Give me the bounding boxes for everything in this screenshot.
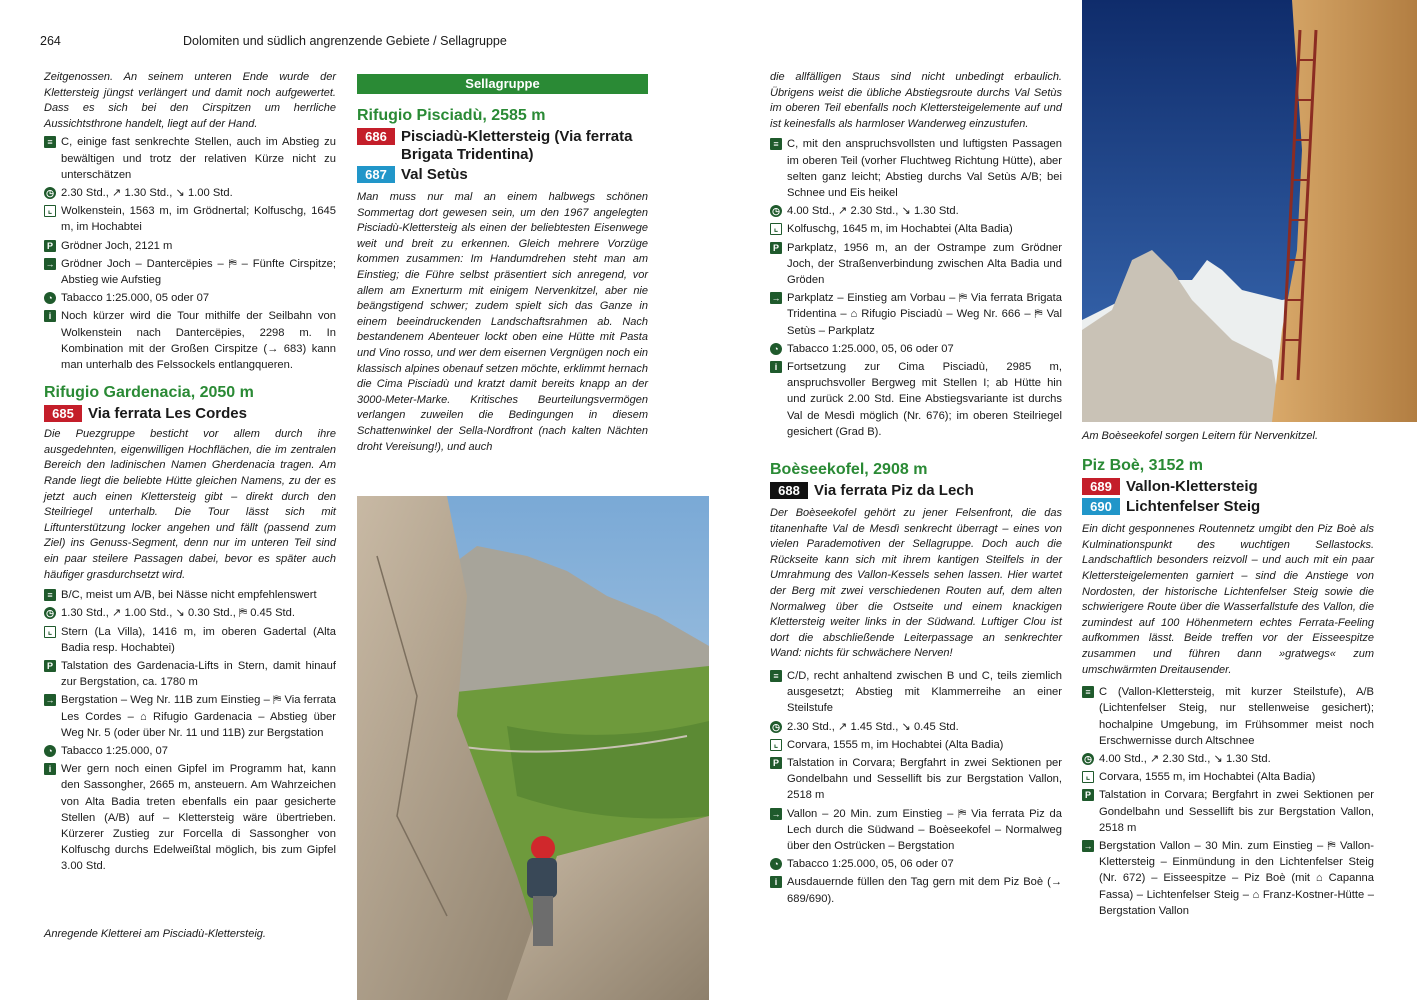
info-row <box>44 308 336 373</box>
description-text: Ein dicht gesponnenes Routennetz umgibt den Piz Boè als Kulminationspunkt des wuchtigen Sellastocks. Landschaftlich besonders reizvoll – und auch mit ein paar Klettersteigelementen garniert – sind die Anstiege von Nordosten, der historische Lichtenfelser Steig sowie die schwierigere Route über die Wasserfallstufe des Vallon, die zumindest auf 100 Höhenmetern echtes Ferrata-Feeling aufkommen lässt. Beide treffen vor der Eisseespitze zusammen und führen dann »gratwegs« zum umschwärmten Dreitausender. <box>1082 523 1374 676</box>
difficulty-icon: ≡ <box>44 136 56 148</box>
difficulty-icon: ≡ <box>770 670 782 682</box>
info-row <box>1082 751 1374 767</box>
info-row <box>44 238 336 254</box>
tour-heading <box>1082 498 1374 516</box>
info-text: 1.30 Std., ↗ 1.00 Std., ↘ 0.30 Std., ⛿ 0.45 Std. <box>61 607 295 620</box>
info-row <box>44 134 336 183</box>
info-row <box>1082 787 1374 836</box>
info-row <box>44 203 336 235</box>
info-row <box>770 719 1062 735</box>
info-text: Parkplatz, 1956 m, an der Ostrampe zum Grödner Joch, der Straßenverbindung zwischen Alta Badia und Gröden <box>787 241 1062 286</box>
column-2 <box>357 74 648 455</box>
start-point-icon: ⌞ <box>770 223 782 235</box>
info-text: Tabacco 1:25.000, 05, 06 oder 07 <box>787 858 954 871</box>
tour-number: 688 <box>770 482 808 499</box>
info-text: Bergstation – Weg Nr. 11B zum Einstieg – ⛿ Via ferrata Les Cordes – ⌂ Rifugio Gardenacia – Abstieg über Weg Nr. 5 (oder über Nr. 11 und 11B) zur Bergstation <box>61 694 336 739</box>
info-text: Tabacco 1:25.000, 05 oder 07 <box>61 292 210 305</box>
info-icon: i <box>44 763 56 775</box>
parking-icon: P <box>44 660 56 672</box>
info-row <box>770 136 1062 201</box>
tour-list <box>357 128 648 184</box>
column-3 <box>770 70 1062 907</box>
info-row <box>44 587 336 603</box>
map-icon: ◔ <box>770 343 782 355</box>
info-list <box>44 134 336 373</box>
start-point-icon: ⌞ <box>44 626 56 638</box>
info-row <box>770 341 1062 357</box>
parking-icon: P <box>1082 789 1094 801</box>
info-row <box>770 203 1062 219</box>
tour-number: 687 <box>357 166 395 183</box>
info-text: Corvara, 1555 m, im Hochabtei (Alta Badia) <box>1099 771 1316 784</box>
description-text: Die Puezgruppe besticht vor allem durch ihre ausgedehnten, eigenwilligen Hochflächen, die im zentralen Bereich den ladinischen Namen Gherdenacia tragen. Am Rande liegt die beliebte Hütte gleichen Namens, zu der es jetzt auch einen Klettersteig gibt – direkt durch den Steilriegel unterhalb. Die Tour lässt sich mit Liftunterstützung locker angehen und fällt (passend zum Ziel) ins Genuss-Segment, denn nur im unteren Teil sind ein paar steilere Passagen dabei, bevor es später auch häufiger grasdurchsetzt wird. <box>44 428 336 581</box>
hut-heading: Piz Boè, 3152 m <box>1082 457 1203 475</box>
tour-name: Via ferrata Piz da Lech <box>814 482 974 500</box>
map-icon: ◔ <box>770 858 782 870</box>
tour-name: Lichtenfelser Steig <box>1126 498 1261 516</box>
info-text: Wolkenstein, 1563 m, im Grödnertal; Kolfuschg, 1645 m, im Hochabtei <box>61 205 336 234</box>
info-list <box>44 587 336 874</box>
info-text: Noch kürzer wird die Tour mithilfe der Seilbahn von Wolkenstein nach Dantercëpies, 2298 m. In Kombination mit der Großen Cirspitze (→ 683) kann man unterhalb des Felssockels entlangqueren. <box>61 310 336 372</box>
time-icon: ◷ <box>44 187 56 199</box>
section-header: Sellagruppe <box>357 74 648 94</box>
difficulty-icon: ≡ <box>770 138 782 150</box>
info-row <box>1082 838 1374 919</box>
info-list <box>1082 684 1374 919</box>
info-text: Ausdauernde füllen den Tag gern mit dem Piz Boè (→ 689/690). <box>787 876 1062 905</box>
tour-number: 690 <box>1082 498 1120 515</box>
description-text: Man muss nur mal an einem halbwegs schönen Sommertag dort gewesen sein, um den 1967 angelegten Pisciadù-Klettersteig als einen der beliebtesten Eisenwege weit und breit zu erkennen. Gleich mehrere Vorzüge kommen zusammen: Im Handumdrehen steht man am Einstieg; die Führe selbst präsentiert sich anregend, vor allem am Exnerturm mit einigem Nervenkitzel, aber nie beängstigend schwer; zudem spielt sich das Ganze in einem beeindruckenden Landschaftsrahmen ab. Nach bestandenem Abenteuer lockt oben eine Hütte mit Pasta und Vino rosso, und wer dem eisernen Vergnügen noch ein klassisch alpines obenauf setzen möchte, erklimmt hernach die Cima Pisciadù und kratzt damit bereits knapp an der 3000-Meter-Marke. Kritisches Beurteilungsvermögen verlangen zuweilen die Bedingungen in diesem Schattenwinkel der Sella-Nordfront (nach kalten Nächten droht Vereisung!), und auch <box>357 191 648 453</box>
info-text: C (Vallon-Klettersteig, mit kurzer Steilstufe), A/B (Lichtenfelser Steig, nur stellenweise gesichert); hochalpine Umgebung, im Frühsommer meist noch Erschwernisse durch Altschnee <box>1099 686 1374 747</box>
time-icon: ◷ <box>770 721 782 733</box>
tour-heading <box>357 128 648 164</box>
ladder-photo <box>1082 0 1417 422</box>
tour-heading <box>357 166 648 184</box>
info-text: Tabacco 1:25.000, 07 <box>61 744 168 757</box>
tour-list <box>1082 478 1374 516</box>
tour-heading <box>44 405 336 423</box>
info-text: Vallon – 20 Min. zum Einstieg – ⛿ Via ferrata Piz da Lech durch die Südwand – Boèseekofel – Normalweg über den Ostrücken – Bergstation <box>787 807 1062 852</box>
info-row <box>44 692 336 741</box>
info-text: Tabacco 1:25.000, 05, 06 oder 07 <box>787 342 954 355</box>
tour-number: 686 <box>357 128 395 145</box>
info-row <box>44 761 336 874</box>
info-text: Kolfuschg, 1645 m, im Hochabtei (Alta Badia) <box>787 223 1013 236</box>
info-row <box>770 755 1062 804</box>
description-text: Der Boèseekofel gehört zu jener Felsenfront, die das titanenhafte Val de Mesdì senkrecht überragt – eines von vielen Parademotiven der Sellagruppe. Doch auch die Rückseite kann sich mit ihrem kantigen Steilfels in der Umrahmung des Vallon-Kessels sehen lassen. Hier wartet der Berg mit zwei verschiedenen Routen auf, dem alten Normalweg über die Ostseite und einem knackigen Klettersteig weiter links in der Südwand. Luftiger Clou ist dort die abschließende Leiterpassage an senkrechter Wand: nichts für schwächere Nerven! <box>770 507 1062 660</box>
info-row <box>44 605 336 621</box>
tour-name: Via ferrata Les Cordes <box>88 405 247 423</box>
info-icon: i <box>770 876 782 888</box>
info-row <box>1082 769 1374 785</box>
intro-text: Zeitgenossen. An seinem unteren Ende wurde der Klettersteig jüngst verlängert und damit noch aufgewertet. Dass es sich bei den Cirspitzen um herrliche Aussichtsthrone handelt, liegt auf der Hand. <box>44 71 336 130</box>
info-row <box>770 874 1062 906</box>
info-text: Stern (La Villa), 1416 m, im oberen Gadertal (Alta Badia resp. Hochabtei) <box>61 625 336 654</box>
info-text: Fortsetzung zur Cima Pisciadù, 2985 m, anspruchsvoller Bergweg mit Stellen I; ab Hütte hin und zurück 2.00 Std. Eine Abstiegsvariante ist durchs Val de Mesdì möglich (Nr. 676); im oberen Steilriegel gesichert (Grad B). <box>787 361 1062 438</box>
parking-icon: P <box>770 242 782 254</box>
info-row <box>770 240 1062 289</box>
info-text: 4.00 Std., ↗ 2.30 Std., ↘ 1.30 Std. <box>787 205 959 218</box>
climber-photo <box>357 496 709 1000</box>
info-icon: i <box>770 361 782 373</box>
difficulty-icon: ≡ <box>44 589 56 601</box>
route-icon: → <box>45 695 55 706</box>
info-text: Corvara, 1555 m, im Hochabtei (Alta Badia) <box>787 738 1004 751</box>
difficulty-icon: ≡ <box>1082 686 1094 698</box>
start-point-icon: ⌞ <box>44 205 56 217</box>
info-row <box>44 624 336 656</box>
info-row <box>770 359 1062 440</box>
info-icon: i <box>44 310 56 322</box>
info-row <box>44 658 336 690</box>
map-icon: ◔ <box>44 745 56 757</box>
info-text: Talstation in Corvara; Bergfahrt in zwei Sektionen per Gondelbahn und Sessellift bis zur Bergstation Vallon, 2518 m <box>1099 789 1374 834</box>
tour-heading <box>770 482 1062 500</box>
photo-caption: Am Boèseekofel sorgen Leitern für Nervenkitzel. <box>1082 430 1319 442</box>
tour-name: Val Setùs <box>401 166 468 183</box>
info-text: 2.30 Std., ↗ 1.30 Std., ↘ 1.00 Std. <box>61 186 233 199</box>
tour-name: Pisciadù-Klettersteig (Via ferrata Brigata Tridentina) <box>401 128 633 163</box>
info-row <box>770 806 1062 855</box>
info-text: B/C, meist um A/B, bei Nässe nicht empfehlenswert <box>61 589 317 602</box>
tour-name: Vallon-Klettersteig <box>1126 478 1258 496</box>
parking-icon: P <box>44 240 56 252</box>
column-4 <box>1082 428 1374 919</box>
parking-icon: P <box>770 757 782 769</box>
info-text: Talstation in Corvara; Bergfahrt in zwei Sektionen per Gondelbahn und Sessellift bis zur Bergstation Vallon, 2518 m <box>787 756 1062 802</box>
info-row <box>770 290 1062 339</box>
info-row <box>1082 684 1374 749</box>
intro-text: die allfälligen Staus sind nicht unbedingt erbaulich. Übrigens weist die übliche Abstiegsroute durchs Val Setùs im oberen Teil ebenfalls noch Klettersteigelemente auf und ist keinesfalls als harmloser Wanderweg einzustufen. <box>770 71 1062 130</box>
info-text: Grödner Joch, 2121 m <box>61 239 173 252</box>
info-row <box>44 290 336 306</box>
hut-heading: Rifugio Pisciadù, 2585 m <box>357 107 546 124</box>
time-icon: ◷ <box>1082 753 1094 765</box>
info-text: C, mit den anspruchsvollsten und luftigsten Passagen im oberen Teil (vorher Fluchtweg Richtung Hütte), aber selten ganz leicht; Abstieg durchs Val Setùs A/B; bei Schnee und Eis heikel <box>787 138 1062 199</box>
info-list <box>770 668 1062 907</box>
route-icon: → <box>1083 840 1093 851</box>
route-icon: → <box>45 258 55 269</box>
hut-heading: Boèseekofel, 2908 m <box>770 461 928 479</box>
running-title: Dolomiten und südlich angrenzende Gebiete / Sellagruppe <box>183 34 507 48</box>
info-text: Talstation des Gardenacia-Lifts in Stern, damit hinauf zur Bergstation, ca. 1780 m <box>61 659 336 689</box>
info-text: Grödner Joch – Dantercëpies – ⛿ – Fünfte Cirspitze; Abstieg wie Aufstieg <box>61 257 336 286</box>
info-text: C/D, recht anhaltend zwischen B und C, teils ziemlich ausgesetzt; Abstieg mit Klammerreihe an einer Steilstufe <box>787 669 1062 715</box>
info-list <box>770 136 1062 440</box>
info-text: C, einige fast senkrechte Stellen, auch im Abstieg zu bewältigen und trotz der relativen Kürze nicht zu unterschätzen <box>61 136 336 181</box>
info-row <box>770 737 1062 753</box>
route-icon: → <box>771 808 781 819</box>
map-icon: ◔ <box>44 292 56 304</box>
info-text: 4.00 Std., ↗ 2.30 Std., ↘ 1.30 Std. <box>1099 752 1271 765</box>
tour-number: 689 <box>1082 478 1120 495</box>
column-1 <box>44 70 336 875</box>
start-point-icon: ⌞ <box>1082 771 1094 783</box>
info-row <box>44 743 336 759</box>
tour-heading <box>1082 478 1374 496</box>
time-icon: ◷ <box>44 607 56 619</box>
info-row <box>770 668 1062 717</box>
info-row <box>44 256 336 288</box>
info-text: Parkplatz – Einstieg am Vorbau – ⛿ Via ferrata Brigata Tridentina – ⌂ Rifugio Pisciadù – Weg Nr. 666 – ⛿ Val Setùs – Parkplatz <box>787 292 1062 337</box>
page-number: 264 <box>40 34 61 48</box>
info-row <box>770 856 1062 872</box>
info-row <box>44 185 336 201</box>
route-icon: → <box>771 293 781 304</box>
time-icon: ◷ <box>770 205 782 217</box>
info-row <box>770 221 1062 237</box>
hut-heading: Rifugio Gardenacia, 2050 m <box>44 384 254 402</box>
start-point-icon: ⌞ <box>770 739 782 751</box>
tour-number: 685 <box>44 405 82 422</box>
info-text: Wer gern noch einen Gipfel im Programm hat, kann den Sassongher, 2665 m, ansteuern. Am Wahrzeichen von Alta Badia treten ebenfalls ein paar gesicherte Stellen (A/B) auf – Klettersteig wäre übertrieben. Kürzerer Zustieg zur Forcella di Sassongher von Kolfuschg durchs Edelweißtal möglich, bis zum Gipfel 3.00 Std. <box>61 763 336 873</box>
photo-caption: Anregende Kletterei am Pisciadù-Klettersteig. <box>44 928 266 940</box>
info-text: 2.30 Std., ↗ 1.45 Std., ↘ 0.45 Std. <box>787 720 959 733</box>
info-text: Bergstation Vallon – 30 Min. zum Einstieg – ⛿ Vallon-Klettersteig – Einmündung in den Lichtenfelser Steig (Nr. 672) – Eisseespitze – Piz Boè (mit ⌂ Capanna Fassa) – Lichtenfelser Steig – ⌂ Franz-Kostner-Hütte – Bergstation Vallon <box>1099 839 1374 917</box>
